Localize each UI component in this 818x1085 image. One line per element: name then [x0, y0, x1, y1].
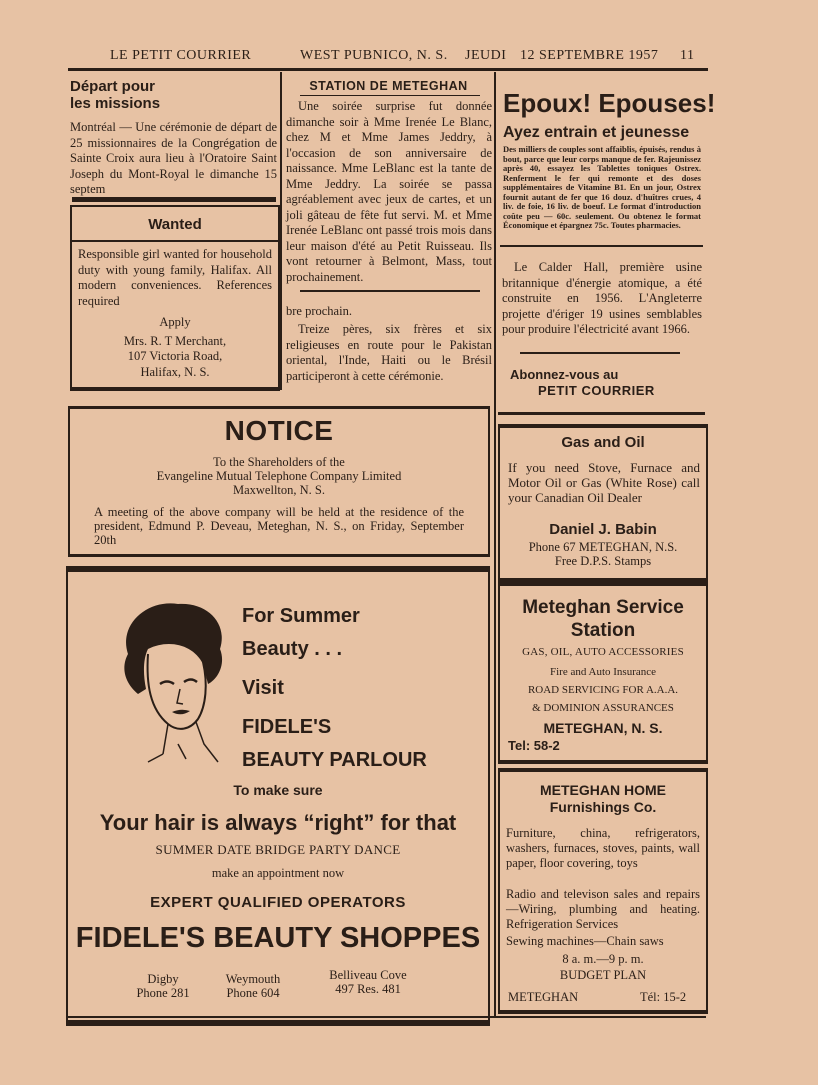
wanted-text: Responsible girl wanted for household duty with young family, Halifax. All modern conveniences. References required — [78, 247, 272, 308]
epoux-text: Des milliers de couples sont affaiblis, épuisés, rendus à bout, parce que leur corps manque de fer. Rajeunissez après 40, essayez les Tablettes toniques Ostrex. Renferment le fer qui remonte et des doses supplémentaires de Vitamine B1. En un jour, Ostrex fournit autant de fer que 16 douz. d'huîtres crues, 4 liv. de foie, 16 liv. de boeuf. Le format d'introduction coûte peu — 60c. seulement. Ou obtenez le format Économique et épargnez 75c. Toutes pharmacies. — [503, 144, 701, 230]
wanted-address-street: 107 Victoria Road, — [127, 349, 223, 363]
service-station-tel: Tel: 58-2 — [508, 738, 560, 753]
calder-article: Le Calder Hall, première usine britannique d'énergie atomique, a été construite en 1956. L'Angleterre projette d'ériger 19 usines semblables pour produire l'électricité avant 1966. — [502, 260, 702, 336]
home-furnishings-tel: Tél: 15-2 — [640, 990, 687, 1004]
service-station-ad — [498, 582, 708, 764]
wanted-address-city: Halifax, N. S. — [140, 364, 210, 379]
beauty-line3: Visit — [242, 677, 284, 699]
header-paper-name: LE PETIT COURRIER — [110, 48, 252, 63]
face-outline — [148, 654, 206, 729]
home-furnishings-machines: Sewing machines—Chain saws — [506, 934, 664, 948]
beauty-line2: Beauty . . . — [242, 638, 343, 660]
beauty-line5: BEAUTY PARLOUR — [242, 749, 427, 771]
header-page-number: 11 — [680, 48, 695, 63]
service-station-assurances: & DOMINION ASSURANCES — [532, 702, 674, 714]
wanted-apply — [72, 315, 278, 380]
beauty-events: SUMMER DATE BRIDGE PARTY DANCE — [155, 842, 401, 857]
missions-title-line2: les missions — [70, 95, 161, 112]
woman-portrait-illustration — [108, 594, 238, 764]
service-station-title — [500, 596, 706, 642]
wanted-title: Wanted — [148, 216, 202, 233]
footer-rule — [66, 1016, 706, 1018]
gas-oil-ad — [498, 424, 708, 582]
gas-oil-text: If you need Stove, Furnace and Motor Oil or Gas (White Rose) call your Canadian Oil Dealer — [508, 460, 700, 505]
service-station-insurance: Fire and Auto Insurance — [550, 666, 656, 678]
notice-ad — [68, 406, 490, 557]
lips — [172, 710, 190, 715]
home-furnishings-plan: BUDGET PLAN — [559, 968, 647, 982]
service-station-title-line2: Station — [570, 620, 636, 641]
beauty-line4: FIDELE'S — [242, 716, 332, 738]
missions-article: Montréal — Une cérémonie de départ de 25 missionnaires de la Congrégation de Sainte Croix aura lieu à l'Oratoire Saint Joseph du Mont-Royal le dimanche 15 septem — [70, 120, 277, 196]
location-weymouth-phone: Phone 604 — [226, 986, 280, 1000]
missions-rule — [72, 197, 276, 202]
epoux-subtitle: Ayez entrain et jeunesse — [503, 124, 690, 141]
header-rule — [68, 68, 708, 71]
location-digby-name: Digby — [147, 972, 179, 986]
missions-headline — [70, 78, 270, 112]
column-rule-right — [494, 72, 496, 1017]
beauty-headline — [242, 600, 427, 777]
notice-line2: Evangeline Mutual Telephone Company Limited — [156, 469, 402, 483]
location-weymouth-name: Weymouth — [225, 972, 281, 986]
gas-oil-title: Gas and Oil — [561, 434, 645, 451]
subscribe-line2: PETIT COURRIER — [538, 383, 655, 398]
beauty-line1: For Summer — [242, 605, 360, 627]
location-weymouth — [208, 972, 298, 1000]
header-place: WEST PUBNICO, N. S. — [300, 48, 448, 63]
gas-oil-stamps: Free D.P.S. Stamps — [554, 554, 652, 568]
column-rule-left — [280, 72, 282, 390]
hair — [124, 603, 222, 694]
beauty-hair-slogan: Your hair is always “right” for that — [99, 810, 457, 835]
wanted-title-rule — [72, 240, 278, 242]
subscribe-rule — [498, 412, 705, 415]
location-belliveau-name: Belliveau Cove — [329, 968, 407, 982]
beauty-appointment: make an appointment now — [211, 866, 345, 880]
home-furnishings-ad — [498, 768, 708, 1014]
home-furnishings-title-line2: Furnishings Co. — [549, 799, 657, 815]
location-digby — [118, 972, 208, 1000]
home-furnishings-town: METEGHAN — [508, 990, 579, 1004]
notice-line1: To the Shareholders of the — [213, 455, 345, 469]
wanted-address-name: Mrs. R. T Merchant, — [123, 333, 227, 348]
beauty-make-sure: To make sure — [233, 782, 323, 798]
wanted-ad — [70, 205, 280, 391]
location-digby-phone: Phone 281 — [136, 986, 190, 1000]
header-date: 12 SEPTEMBRE 1957 — [520, 48, 659, 63]
service-station-town: METEGHAN, N. S. — [543, 720, 663, 736]
eye-right — [184, 680, 197, 683]
station-rule — [300, 290, 480, 292]
beauty-operators: EXPERT QUALIFIED OPERATORS — [150, 894, 406, 911]
wanted-apply-label: Apply — [159, 315, 191, 329]
station-title-rule — [300, 95, 480, 96]
service-station-road: ROAD SERVICING FOR A.A.A. — [527, 684, 679, 696]
beauty-ad — [66, 566, 490, 1026]
location-belliveau-phone: 497 Res. 481 — [335, 982, 401, 996]
gas-oil-dealer-name: Daniel J. Babin — [549, 521, 657, 538]
notice-text: A meeting of the above company will be held at the residence of the president, Edmund P. Deveau, Meteghan, N. S., on Friday, September 20th — [94, 505, 464, 547]
home-furnishings-services: Radio and televison sales and repairs—Wiring, plumbing and heating. Refrigeration Services — [506, 887, 700, 931]
page-header — [110, 48, 700, 68]
home-furnishings-products: Furniture, china, refrigerators, washers, furnaces, stoves, paints, wall paper, floor covering, toys — [506, 826, 700, 870]
service-station-title-line1: Meteghan Service — [522, 597, 684, 618]
gas-oil-phone: Phone 67 METEGHAN, N.S. — [528, 540, 678, 554]
notice-addressee — [70, 455, 488, 497]
missions-continued: bre prochain. — [286, 304, 352, 318]
service-station-services: GAS, OIL, AUTO ACCESSORIES — [522, 646, 684, 658]
station-article: Une soirée surprise fut donnée dimanche soir à Mme Irenée Le Blanc, chez M et Mme James Jeddry, à l'occasion de son anniversaire de naissance. Mme LeBlanc est la tante de Mme Jeddry. La soirée se passa agréablement avec jeux de cartes, et un joli gâteau de fête fut servi. M. et Mme Irenée LeBlanc ont passé trois mois dans leur maison d'été au Petit Ruisseau. Ils vont retourner à Belmont, Mass, tout prochainement. — [286, 99, 492, 284]
epoux-rule — [500, 245, 703, 247]
station-title: STATION DE METEGHAN — [309, 79, 468, 93]
calder-rule — [520, 352, 680, 354]
missions-title-line1: Départ pour — [70, 78, 156, 95]
home-furnishings-title-line1: METEGHAN HOME — [540, 782, 666, 798]
home-furnishings-hours: 8 a. m.—9 p. m. — [562, 952, 644, 966]
epoux-title: Epoux! Epouses! — [503, 88, 716, 118]
home-furnishings-title — [500, 782, 706, 816]
nose — [177, 689, 183, 704]
header-day: JEUDI — [465, 48, 507, 63]
notice-title: NOTICE — [224, 415, 334, 446]
notice-line3: Maxwellton, N. S. — [232, 483, 325, 497]
subscribe-notice — [500, 367, 700, 399]
missions-continued-text: Treize pères, six frères et six religieuses en route pour le Pakistan oriental, l'Inde, Haiti ou le Brésil participeront à cette cérémonie. — [286, 322, 492, 383]
beauty-shoppes-title: FIDELE'S BEAUTY SHOPPES — [75, 922, 481, 954]
subscribe-line1: Abonnez-vous au — [510, 367, 619, 382]
eye-left — [160, 682, 174, 685]
location-belliveau — [308, 968, 428, 996]
